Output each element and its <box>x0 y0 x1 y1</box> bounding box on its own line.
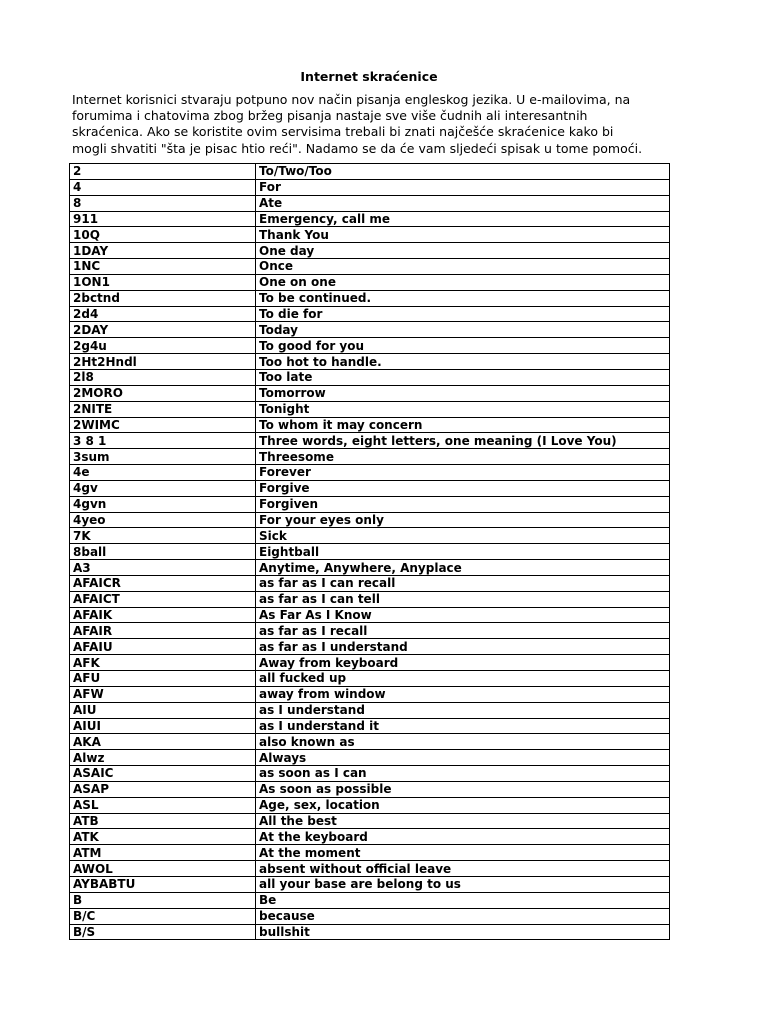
meaning-cell: Too hot to handle. <box>256 354 670 370</box>
meaning-cell: Too late <box>256 369 670 385</box>
document-title: Internet skraćenice <box>300 69 438 84</box>
abbreviation-cell: 2l8 <box>70 369 256 385</box>
abbreviation-cell: ATB <box>70 813 256 829</box>
table-row <box>70 861 670 877</box>
meaning-cell: also known as <box>256 734 670 750</box>
meaning-cell: all your base are belong to us <box>256 876 670 892</box>
table-row <box>70 845 670 861</box>
meaning-cell: Tomorrow <box>256 385 670 401</box>
table-row <box>70 322 670 338</box>
abbreviation-cell: AFAICT <box>70 591 256 607</box>
abbreviation-cell: AIUI <box>70 718 256 734</box>
meaning-cell: because <box>256 908 670 924</box>
meaning-cell: Once <box>256 259 670 275</box>
table-row <box>70 766 670 782</box>
table-row <box>70 607 670 623</box>
abbreviation-cell: 1DAY <box>70 243 256 259</box>
abbreviation-cell: 8ball <box>70 544 256 560</box>
abbreviation-cell: 2g4u <box>70 338 256 354</box>
abbreviation-cell: 4e <box>70 465 256 481</box>
intro-line: Internet korisnici stvaraju potpuno nov način pisanja engleskog jezika. U e-mailovima, na <box>72 92 631 107</box>
abbreviation-cell: 7K <box>70 528 256 544</box>
table-row <box>70 718 670 734</box>
table-row <box>70 813 670 829</box>
abbreviation-cell: ASAP <box>70 781 256 797</box>
abbreviation-cell: 3sum <box>70 449 256 465</box>
abbreviation-cell: ASAIC <box>70 766 256 782</box>
meaning-cell: as soon as I can <box>256 766 670 782</box>
abbreviation-cell: 2DAY <box>70 322 256 338</box>
meaning-cell: as I understand it <box>256 718 670 734</box>
abbreviation-cell: 2WIMC <box>70 417 256 433</box>
table-row <box>70 671 670 687</box>
abbreviation-cell: 2bctnd <box>70 290 256 306</box>
meaning-cell: As Far As I Know <box>256 607 670 623</box>
meaning-cell: One day <box>256 243 670 259</box>
meaning-cell: as far as I understand <box>256 639 670 655</box>
table-row <box>70 290 670 306</box>
meaning-cell: Sick <box>256 528 670 544</box>
abbreviation-cell: 4gvn <box>70 496 256 512</box>
meaning-cell: Away from keyboard <box>256 655 670 671</box>
meaning-cell: as far as I can recall <box>256 575 670 591</box>
meaning-cell: Age, sex, location <box>256 797 670 813</box>
meaning-cell: Eightball <box>256 544 670 560</box>
table-row <box>70 623 670 639</box>
meaning-cell: Emergency, call me <box>256 211 670 227</box>
abbreviation-cell: AFAICR <box>70 575 256 591</box>
abbreviation-cell: 1ON1 <box>70 274 256 290</box>
meaning-cell: For your eyes only <box>256 512 670 528</box>
abbreviation-cell: AFAIK <box>70 607 256 623</box>
table-row <box>70 417 670 433</box>
table-row <box>70 179 670 195</box>
abbreviation-cell: 10Q <box>70 227 256 243</box>
abbreviation-cell: ASL <box>70 797 256 813</box>
meaning-cell: all fucked up <box>256 671 670 687</box>
meaning-cell: absent without official leave <box>256 861 670 877</box>
meaning-cell: Forgiven <box>256 496 670 512</box>
intro-paragraph <box>72 92 672 157</box>
abbreviation-cell: 911 <box>70 211 256 227</box>
meaning-cell: Be <box>256 892 670 908</box>
abbreviation-cell: Alwz <box>70 750 256 766</box>
table-row <box>70 702 670 718</box>
intro-line: skraćenica. Ako se koristite ovim servisima trebali bi znati najčešće skraćenice kako bi <box>72 124 614 140</box>
abbreviation-cell: 2MORO <box>70 385 256 401</box>
table-row <box>70 306 670 322</box>
table-row <box>70 449 670 465</box>
intro-line: mogli shvatiti "šta je pisac htio reći". Nadamo se da će vam sljedeći spisak u tome pomoći. <box>72 140 643 156</box>
table-row <box>70 560 670 576</box>
table-row <box>70 829 670 845</box>
meaning-cell: away from window <box>256 686 670 702</box>
abbreviation-cell: A3 <box>70 560 256 576</box>
table-row <box>70 385 670 401</box>
table-row <box>70 575 670 591</box>
table-row <box>70 924 670 940</box>
abbreviation-cell: AFK <box>70 655 256 671</box>
abbreviation-cell: B <box>70 892 256 908</box>
abbreviation-cell: ATM <box>70 845 256 861</box>
abbreviation-table-body <box>70 164 670 940</box>
table-row <box>70 369 670 385</box>
table-row <box>70 876 670 892</box>
table-row <box>70 528 670 544</box>
abbreviation-cell: 1NC <box>70 259 256 275</box>
abbreviation-cell: 8 <box>70 195 256 211</box>
meaning-cell: At the moment <box>256 845 670 861</box>
table-row <box>70 274 670 290</box>
table-row <box>70 465 670 481</box>
meaning-cell: Tonight <box>256 401 670 417</box>
meaning-cell: Anytime, Anywhere, Anyplace <box>256 560 670 576</box>
table-row <box>70 401 670 417</box>
table-row <box>70 734 670 750</box>
meaning-cell: Ate <box>256 195 670 211</box>
abbreviation-cell: B/S <box>70 924 256 940</box>
table-row <box>70 243 670 259</box>
abbreviation-cell: AFU <box>70 671 256 687</box>
table-row <box>70 227 670 243</box>
abbreviation-cell: 2NITE <box>70 401 256 417</box>
meaning-cell: One on one <box>256 274 670 290</box>
abbreviation-cell: 2 <box>70 164 256 180</box>
abbreviation-cell: 4gv <box>70 480 256 496</box>
abbreviation-cell: 4yeo <box>70 512 256 528</box>
meaning-cell: Thank You <box>256 227 670 243</box>
intro-line: forumima i chatovima zbog bržeg pisanja nastaje sve više čudnih ali interesantnih <box>72 108 588 124</box>
table-row <box>70 512 670 528</box>
table-row <box>70 797 670 813</box>
meaning-cell: To die for <box>256 306 670 322</box>
meaning-cell: To be continued. <box>256 290 670 306</box>
table-row <box>70 908 670 924</box>
abbreviation-cell: AKA <box>70 734 256 750</box>
meaning-cell: Always <box>256 750 670 766</box>
meaning-cell: as far as I recall <box>256 623 670 639</box>
meaning-cell: as far as I can tell <box>256 591 670 607</box>
abbreviation-cell: AYBABTU <box>70 876 256 892</box>
abbreviation-cell: 2d4 <box>70 306 256 322</box>
meaning-cell: bullshit <box>256 924 670 940</box>
meaning-cell: as I understand <box>256 702 670 718</box>
abbreviation-table <box>69 163 670 940</box>
meaning-cell: As soon as possible <box>256 781 670 797</box>
table-row <box>70 639 670 655</box>
meaning-cell: To/Two/Too <box>256 164 670 180</box>
table-row <box>70 496 670 512</box>
meaning-cell: For <box>256 179 670 195</box>
table-row <box>70 781 670 797</box>
table-row <box>70 338 670 354</box>
abbreviation-cell: 2Ht2Hndl <box>70 354 256 370</box>
abbreviation-cell: AFAIU <box>70 639 256 655</box>
meaning-cell: At the keyboard <box>256 829 670 845</box>
abbreviation-cell: AFW <box>70 686 256 702</box>
table-row <box>70 259 670 275</box>
table-row <box>70 750 670 766</box>
table-row <box>70 655 670 671</box>
abbreviation-cell: 4 <box>70 179 256 195</box>
abbreviation-cell: ATK <box>70 829 256 845</box>
table-row <box>70 544 670 560</box>
table-row <box>70 195 670 211</box>
table-row <box>70 164 670 180</box>
meaning-cell: Today <box>256 322 670 338</box>
abbreviation-cell: AFAIR <box>70 623 256 639</box>
meaning-cell: To good for you <box>256 338 670 354</box>
abbreviation-cell: AWOL <box>70 861 256 877</box>
table-row <box>70 686 670 702</box>
abbreviation-cell: B/C <box>70 908 256 924</box>
meaning-cell: Three words, eight letters, one meaning (I Love You) <box>256 433 670 449</box>
meaning-cell: To whom it may concern <box>256 417 670 433</box>
meaning-cell: Threesome <box>256 449 670 465</box>
table-row <box>70 354 670 370</box>
meaning-cell: All the best <box>256 813 670 829</box>
abbreviation-cell: 3 8 1 <box>70 433 256 449</box>
table-row <box>70 480 670 496</box>
meaning-cell: Forgive <box>256 480 670 496</box>
meaning-cell: Forever <box>256 465 670 481</box>
table-row <box>70 591 670 607</box>
table-row <box>70 211 670 227</box>
table-row <box>70 892 670 908</box>
abbreviation-cell: AIU <box>70 702 256 718</box>
table-row <box>70 433 670 449</box>
